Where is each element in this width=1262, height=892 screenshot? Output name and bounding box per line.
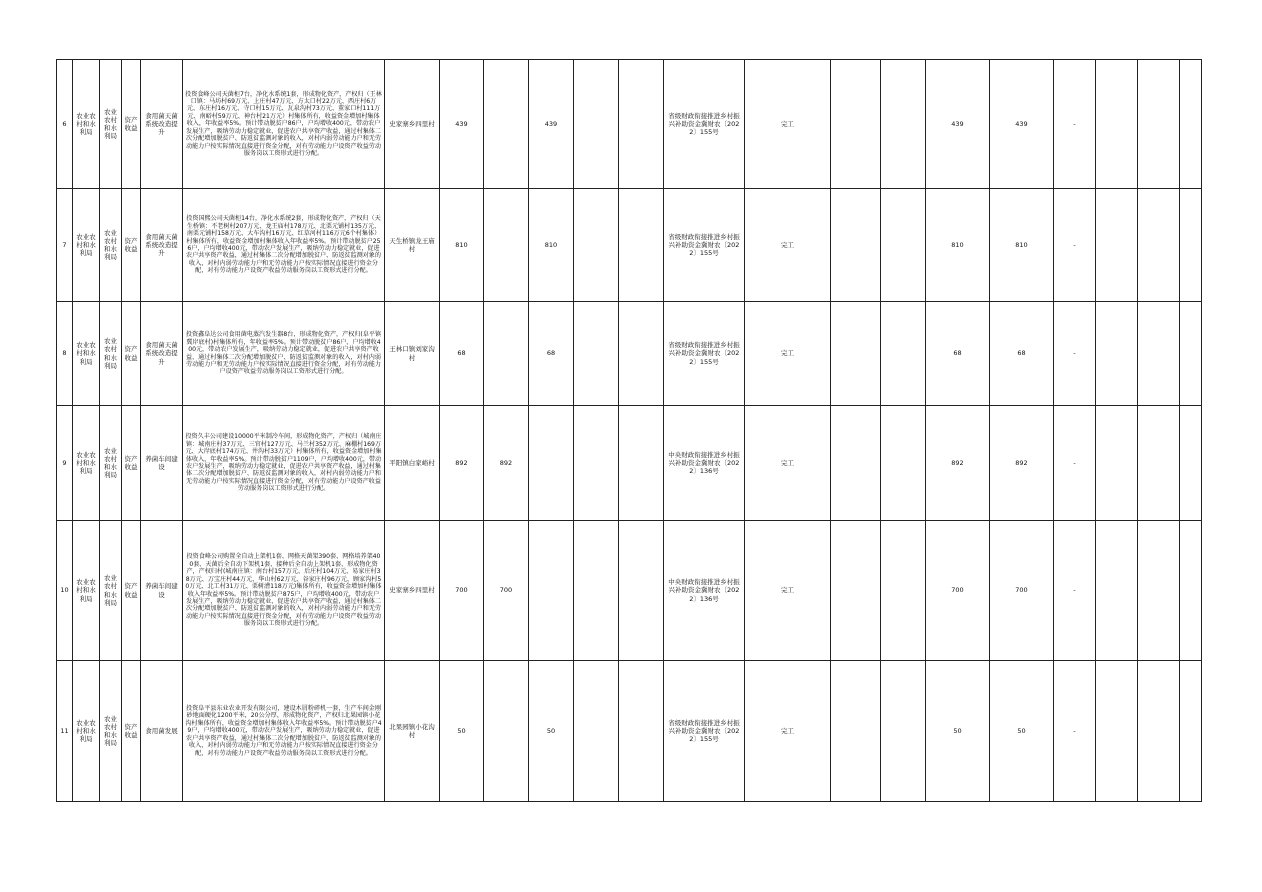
blank-cell bbox=[831, 521, 881, 661]
blank-cell bbox=[831, 302, 881, 406]
table-row bbox=[57, 406, 1202, 521]
project-location: 史家寨乡四里村 bbox=[385, 60, 440, 189]
county-fund-amount bbox=[619, 406, 664, 521]
row-number: 8 bbox=[57, 302, 73, 406]
project-description: 投资食峰公司天菌柜7台，净化水系统1套，形成物化资产，产权归（王林口镇：马坊村69万元、上庄村47万元、方太口村22万元、西庄村6万元、东庄村16万元、寺口村15万元、瓦泉沟村73万元、董家口村111万元、南峪村59万元、神台村21万元）村集体所有，收益资金增加村集体收入，年收益率5%。预计带动脱贫户86户，户均增收400元，带动农户发展生产，吸纳劳动力稳定就业，促进农户共享资产收益，通过村集体二次分配增加脱贫户、防返贫监测对象的收入，对村内弱劳动能力户和无劳动能力户按实际情况直接进行资金分配，对有劳动能力户设资产收益劳动服务岗以工资形式进行分配。 bbox=[183, 60, 385, 189]
project-description: 投资国熙公司天菌柜14台，净化水系统2套，形成物化资产，产权归（天生桥镇：不老树村207万元、龙王庙村178万元、北栗元铺村135万元、南栗元铺村158万元、大车沟村16万元、红草河村116万元6个村集体）村集体所有，收益资金增加村集体收入年收益率5%。预计带动脱贫户256户，户均增收400元，带动农户发展生产，吸纳劳动力稳定就业，促进农户共享资产收益，通过村集体二次分配增加脱贫户、防返贫监测对象的收入，对村内弱劳动能力户和无劳动能力户按实际情况直接进行资金分配，对有劳动能力户设资产收益劳动服务岗以工资形式进行分配。 bbox=[183, 189, 385, 302]
provincial-fund-amount bbox=[529, 521, 574, 661]
balance: - bbox=[1054, 521, 1096, 661]
city-fund-amount bbox=[574, 661, 619, 802]
implementing-dept: 农业农村和水利局 bbox=[100, 302, 122, 406]
project-location: 天生桥镇龙王庙村 bbox=[385, 189, 440, 302]
central-fund-amount bbox=[484, 189, 529, 302]
blank-cell bbox=[1180, 521, 1202, 661]
project-location: 平阳镇白家峪村 bbox=[385, 406, 440, 521]
blank-cell bbox=[1138, 60, 1180, 189]
blank-cell bbox=[1096, 302, 1138, 406]
project-name: 食用菌天菌系统改造提升 bbox=[141, 189, 183, 302]
project-location: 王林口镇刘家沟村 bbox=[385, 302, 440, 406]
fund-source-doc: 中央财政衔接推进乡村振兴补助资金冀财农〔2022〕136号 bbox=[664, 521, 745, 661]
completion-status: 完工 bbox=[745, 406, 831, 521]
fund-source-doc: 省级财政衔接推进乡村振兴补助资金冀财农〔2022〕155号 bbox=[664, 189, 745, 302]
paid-amount: 700 bbox=[990, 521, 1054, 661]
central-fund-amount: 700 bbox=[484, 521, 529, 661]
table-row bbox=[57, 189, 1202, 302]
blank-cell bbox=[1180, 406, 1202, 521]
allocated-amount: 810 bbox=[926, 189, 990, 302]
blank-cell bbox=[1138, 189, 1180, 302]
table-row bbox=[57, 302, 1202, 406]
project-table bbox=[56, 59, 1202, 802]
total-amount: 892 bbox=[440, 406, 484, 521]
blank-cell bbox=[1138, 521, 1180, 661]
allocated-amount: 50 bbox=[926, 661, 990, 802]
project-description: 投资阜平县东业农业开发有限公司，建设木屑粉碎机一套，生产车间金刚砂地面硬化1200平米，20公分厚，形成物化资产，产权归北果园镇小花沟村集体所有，收益资金增加村集体收入年收益率5%。预计带动脱贫户49户，户均增收400元，带动农户发展生产，吸纳劳动力稳定就业，促进农户共享资产收益，通过村集体二次分配增加脱贫户、防返贫监测对象的收入，对村内弱劳动能力户和无劳动能力户按实际情况直接进行资金分配，对有劳动能力户设资产收益劳动服务岗以工资形式进行分配。 bbox=[183, 661, 385, 802]
blank-cell bbox=[831, 189, 881, 302]
responsible-dept: 农业农村和水利局 bbox=[73, 406, 100, 521]
project-type: 资产收益 bbox=[122, 406, 141, 521]
project-name: 养菌车间建设 bbox=[141, 406, 183, 521]
row-number: 9 bbox=[57, 406, 73, 521]
implementing-dept: 农业农村和水利局 bbox=[100, 661, 122, 802]
balance: - bbox=[1054, 60, 1096, 189]
blank-cell bbox=[1138, 302, 1180, 406]
blank-cell bbox=[881, 521, 926, 661]
table-row bbox=[57, 60, 1202, 189]
county-fund-amount bbox=[619, 60, 664, 189]
completion-status: 完工 bbox=[745, 60, 831, 189]
blank-cell bbox=[1180, 661, 1202, 802]
table-row bbox=[57, 521, 1202, 661]
city-fund-amount bbox=[574, 521, 619, 661]
blank-cell bbox=[1138, 661, 1180, 802]
blank-cell bbox=[881, 406, 926, 521]
provincial-fund-amount bbox=[529, 406, 574, 521]
project-type: 资产收益 bbox=[122, 302, 141, 406]
blank-cell bbox=[881, 661, 926, 802]
fund-source-doc: 省级财政衔接推进乡村振兴补助资金冀财农〔2022〕155号 bbox=[664, 661, 745, 802]
paid-amount: 810 bbox=[990, 189, 1054, 302]
project-location: 史家寨乡四里村 bbox=[385, 521, 440, 661]
implementing-dept: 农业农村和水利局 bbox=[100, 60, 122, 189]
project-description: 投资食峰公司购置全自动上架机1套、网格天菌架390套、网格培养架400套、天菌后全自动下架机1套、接种后全自动上架机1套，形成物化资产，产权归村(城南庄镇：南台村157万元、后庄村104万元、易家庄村38万元、万宝庄村44万元、华山村62万元、谷家庄村96万元、顾家沟村50万元、北工村31万元、栗树漕118万元)集体所有，收益资金增加村集体收入年收益率5%。预计带动脱贫户875户，户均增收400元，带动农户发展生产，吸纳劳动力稳定就业，促进农户共享资产收益，通过村集体二次分配增加脱贫户、防返贫监测对象的收入，对村内弱劳动能力户和无劳动能力户按实际情况直接进行资金分配，对有劳动能力户设资产收益劳动服务岗以工资形式进行分配。 bbox=[183, 521, 385, 661]
paid-amount: 892 bbox=[990, 406, 1054, 521]
county-fund-amount bbox=[619, 302, 664, 406]
blank-cell bbox=[1096, 60, 1138, 189]
blank-cell bbox=[1096, 661, 1138, 802]
implementing-dept: 农业农村和水利局 bbox=[100, 406, 122, 521]
blank-cell bbox=[1096, 406, 1138, 521]
blank-cell bbox=[831, 406, 881, 521]
responsible-dept: 农业农村和水利局 bbox=[73, 302, 100, 406]
paid-amount: 68 bbox=[990, 302, 1054, 406]
allocated-amount: 892 bbox=[926, 406, 990, 521]
blank-cell bbox=[831, 661, 881, 802]
blank-cell bbox=[881, 189, 926, 302]
allocated-amount: 700 bbox=[926, 521, 990, 661]
allocated-amount: 439 bbox=[926, 60, 990, 189]
responsible-dept: 农业农村和水利局 bbox=[73, 60, 100, 189]
project-name: 食用菌天菌系统改造提升 bbox=[141, 60, 183, 189]
county-fund-amount bbox=[619, 521, 664, 661]
paid-amount: 50 bbox=[990, 661, 1054, 802]
provincial-fund-amount: 810 bbox=[529, 189, 574, 302]
balance: - bbox=[1054, 189, 1096, 302]
completion-status: 完工 bbox=[745, 302, 831, 406]
project-type: 资产收益 bbox=[122, 60, 141, 189]
county-fund-amount bbox=[619, 189, 664, 302]
total-amount: 68 bbox=[440, 302, 484, 406]
project-location: 北果园镇小花沟村 bbox=[385, 661, 440, 802]
blank-cell bbox=[881, 302, 926, 406]
central-fund-amount bbox=[484, 60, 529, 189]
total-amount: 700 bbox=[440, 521, 484, 661]
city-fund-amount bbox=[574, 406, 619, 521]
fund-source-doc: 省级财政衔接推进乡村振兴补助资金冀财农〔2022〕155号 bbox=[664, 302, 745, 406]
blank-cell bbox=[1096, 521, 1138, 661]
completion-status: 完工 bbox=[745, 661, 831, 802]
blank-cell bbox=[1096, 189, 1138, 302]
central-fund-amount: 892 bbox=[484, 406, 529, 521]
responsible-dept: 农业农村和水利局 bbox=[73, 661, 100, 802]
blank-cell bbox=[881, 60, 926, 189]
implementing-dept: 农业农村和水利局 bbox=[100, 189, 122, 302]
row-number: 6 bbox=[57, 60, 73, 189]
blank-cell bbox=[831, 60, 881, 189]
blank-cell bbox=[1180, 189, 1202, 302]
provincial-fund-amount: 50 bbox=[529, 661, 574, 802]
row-number: 11 bbox=[57, 661, 73, 802]
city-fund-amount bbox=[574, 302, 619, 406]
responsible-dept: 农业农村和水利局 bbox=[73, 521, 100, 661]
project-type: 资产收益 bbox=[122, 521, 141, 661]
central-fund-amount bbox=[484, 302, 529, 406]
balance: - bbox=[1054, 661, 1096, 802]
blank-cell bbox=[1180, 60, 1202, 189]
provincial-fund-amount: 68 bbox=[529, 302, 574, 406]
total-amount: 439 bbox=[440, 60, 484, 189]
provincial-fund-amount: 439 bbox=[529, 60, 574, 189]
implementing-dept: 农业农村和水利局 bbox=[100, 521, 122, 661]
paid-amount: 439 bbox=[990, 60, 1054, 189]
city-fund-amount bbox=[574, 189, 619, 302]
project-description: 投资久丰公司建设10000平米制冷车间，形成物化资产，产权归（城南庄镇：城南庄村37万元、三官村127万元、马兰村352万元、麻棚村169万元、大岸底村174万元、井沟村33万元）村集体所有，收益资金增加村集体收入，年收益率5%。预计带动脱贫户1109户，户均增收400元，带动农户发展生产，吸纳劳动力稳定就业，促进农户共享资产收益，通过村集体二次分配增加脱贫户、防返贫监测对象的收入，对村内弱劳动能力户和无劳动能力户按实际情况直接进行资金分配，对有劳动能力户设资产收益劳动服务岗以工资形式进行分配。 bbox=[183, 406, 385, 521]
total-amount: 810 bbox=[440, 189, 484, 302]
balance: - bbox=[1054, 406, 1096, 521]
project-name: 养菌车间建设 bbox=[141, 521, 183, 661]
project-name: 食用菌天菌系统改造提升 bbox=[141, 302, 183, 406]
project-name: 食用菌发展 bbox=[141, 661, 183, 802]
responsible-dept: 农业农村和水利局 bbox=[73, 189, 100, 302]
fund-source-doc: 中央财政衔接推进乡村振兴补助资金冀财农〔2022〕136号 bbox=[664, 406, 745, 521]
central-fund-amount bbox=[484, 661, 529, 802]
project-type: 资产收益 bbox=[122, 661, 141, 802]
row-number: 7 bbox=[57, 189, 73, 302]
balance: - bbox=[1054, 302, 1096, 406]
blank-cell bbox=[1180, 302, 1202, 406]
row-number: 10 bbox=[57, 521, 73, 661]
county-fund-amount bbox=[619, 661, 664, 802]
completion-status: 完工 bbox=[745, 521, 831, 661]
city-fund-amount bbox=[574, 60, 619, 189]
completion-status: 完工 bbox=[745, 189, 831, 302]
blank-cell bbox=[1138, 406, 1180, 521]
fund-source-doc: 省级财政衔接推进乡村振兴补助资金冀财农〔2022〕155号 bbox=[664, 60, 745, 189]
table-row bbox=[57, 661, 1202, 802]
project-type: 资产收益 bbox=[122, 189, 141, 302]
total-amount: 50 bbox=[440, 661, 484, 802]
project-description: 投资鑫阜达公司食用菌电蒸汽发生器8台，形成物化资产，产权归(阜平镇冀岸底村)村集体所有，年收益率5%。预计带动脱贫户86户，户均增收400元，带动农户发展生产，吸纳劳动力稳定就业，促进农户共享资产收益，通过村集体二次分配增加脱贫户、防返贫监测对象的收入，对村内弱劳动能力户和无劳动能力户按实际情况直接进行资金分配，对有劳动能力户设资产收益劳动服务岗以工资形式进行分配。 bbox=[183, 302, 385, 406]
allocated-amount: 68 bbox=[926, 302, 990, 406]
